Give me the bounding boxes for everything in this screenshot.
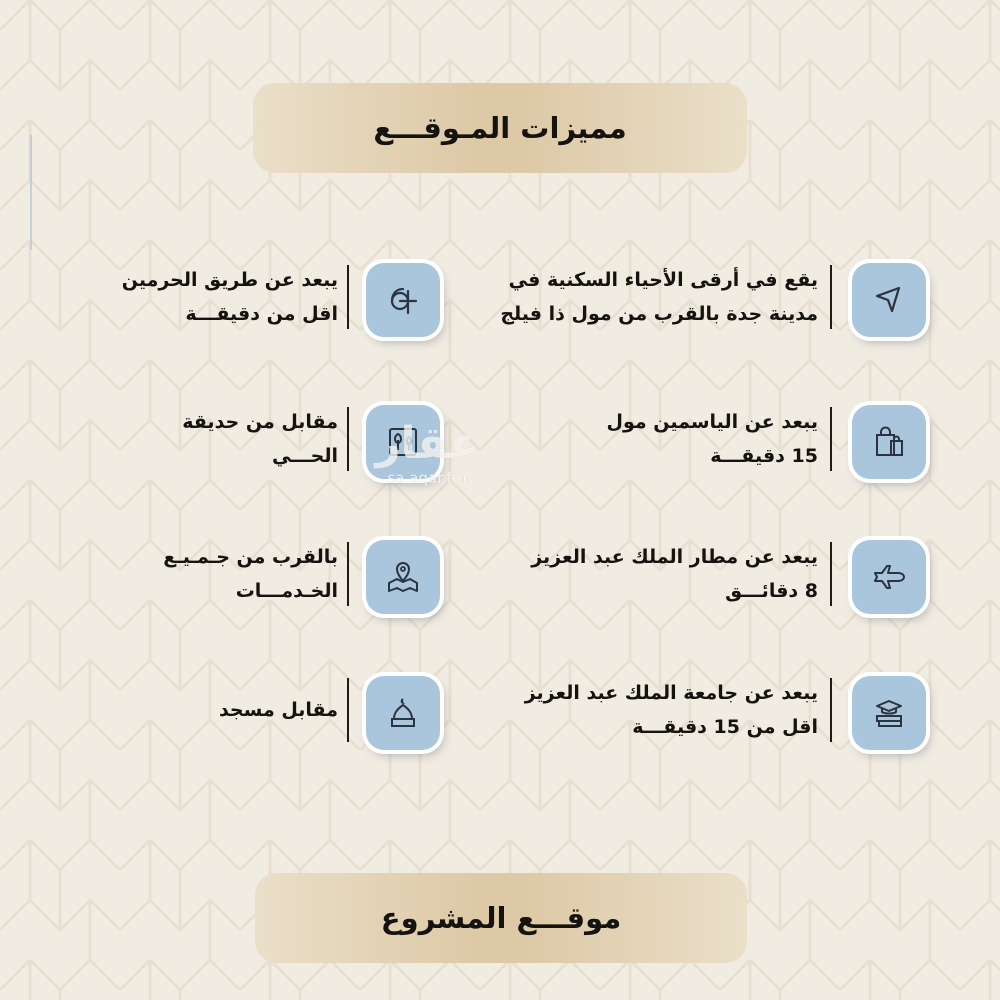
feature-item — [480, 405, 930, 495]
feature-item — [480, 676, 930, 766]
feature-line-1: مقابل من حديقة — [182, 411, 338, 433]
feature-line-2: اقل من دقيقـــة — [185, 303, 338, 325]
feature-line-2: الحـــي — [271, 445, 338, 467]
section-title: موقـــع المشروع — [380, 901, 622, 935]
park-trees-icon — [383, 422, 423, 462]
feature-text — [500, 263, 818, 331]
feature-icon-tile — [366, 263, 440, 337]
graduation-cap-books-icon — [869, 693, 909, 733]
feature-text — [531, 540, 818, 608]
shopping-bags-icon — [869, 422, 909, 462]
feature-item — [60, 676, 450, 766]
feature-line-2: الخـدمـــات — [235, 580, 338, 602]
airplane-icon — [869, 557, 909, 597]
feature-item — [60, 405, 450, 495]
feature-item — [480, 263, 930, 353]
feature-divider — [830, 678, 832, 742]
feature-line-2: 8 دقائـــق — [725, 580, 818, 602]
feature-divider — [830, 265, 832, 329]
feature-line-1: يقع في أرقى الأحياء السكنية في — [508, 269, 818, 291]
feature-icon-tile — [852, 263, 926, 337]
road-route-icon — [383, 280, 423, 320]
feature-divider — [347, 265, 349, 329]
edge-line — [30, 135, 32, 250]
section-title: مميزات المـوقـــع — [373, 111, 627, 145]
feature-divider — [347, 407, 349, 471]
feature-divider — [347, 542, 349, 606]
feature-line-1: يبعد عن مطار الملك عبد العزيز — [531, 546, 818, 568]
watermark-brand: عقار — [375, 417, 479, 469]
map-pin-icon — [383, 557, 423, 597]
feature-divider — [830, 542, 832, 606]
feature-text — [219, 693, 338, 727]
feature-text — [182, 405, 338, 473]
feature-text — [163, 540, 338, 608]
feature-line-2: اقل من 15 دقيقـــة — [632, 716, 818, 738]
feature-line-1: مقابل مسجد — [218, 699, 338, 721]
feature-divider — [830, 407, 832, 471]
feature-line-1: يبعد عن الياسمين مول — [606, 411, 818, 433]
feature-icon-tile — [366, 676, 440, 750]
feature-line-1: يبعد عن طريق الحرمين — [121, 269, 338, 291]
section-title-pill — [253, 83, 747, 173]
feature-icon-tile — [366, 540, 440, 614]
feature-text — [122, 263, 338, 331]
feature-divider — [347, 678, 349, 742]
watermark-url: sa.aqar.fm — [387, 468, 467, 487]
navigation-arrow-icon — [869, 280, 909, 320]
section-title-pill — [255, 873, 747, 963]
feature-line-2: 15 دقيقـــة — [710, 445, 818, 467]
feature-line-2: مدينة جدة بالقرب من مول ذا فيلج — [500, 303, 818, 325]
feature-icon-tile — [852, 540, 926, 614]
feature-icon-tile — [852, 676, 926, 750]
mosque-dome-icon — [383, 693, 423, 733]
feature-line-1: يبعد عن جامعة الملك عبد العزيز — [524, 682, 818, 704]
feature-icon-tile — [366, 405, 440, 479]
feature-icon-tile — [852, 405, 926, 479]
feature-text — [525, 676, 818, 744]
feature-line-1: بالقرب من جـمـيـع — [163, 546, 338, 568]
feature-item — [60, 540, 450, 630]
feature-text — [607, 405, 819, 473]
feature-item — [60, 263, 450, 353]
feature-item — [480, 540, 930, 630]
